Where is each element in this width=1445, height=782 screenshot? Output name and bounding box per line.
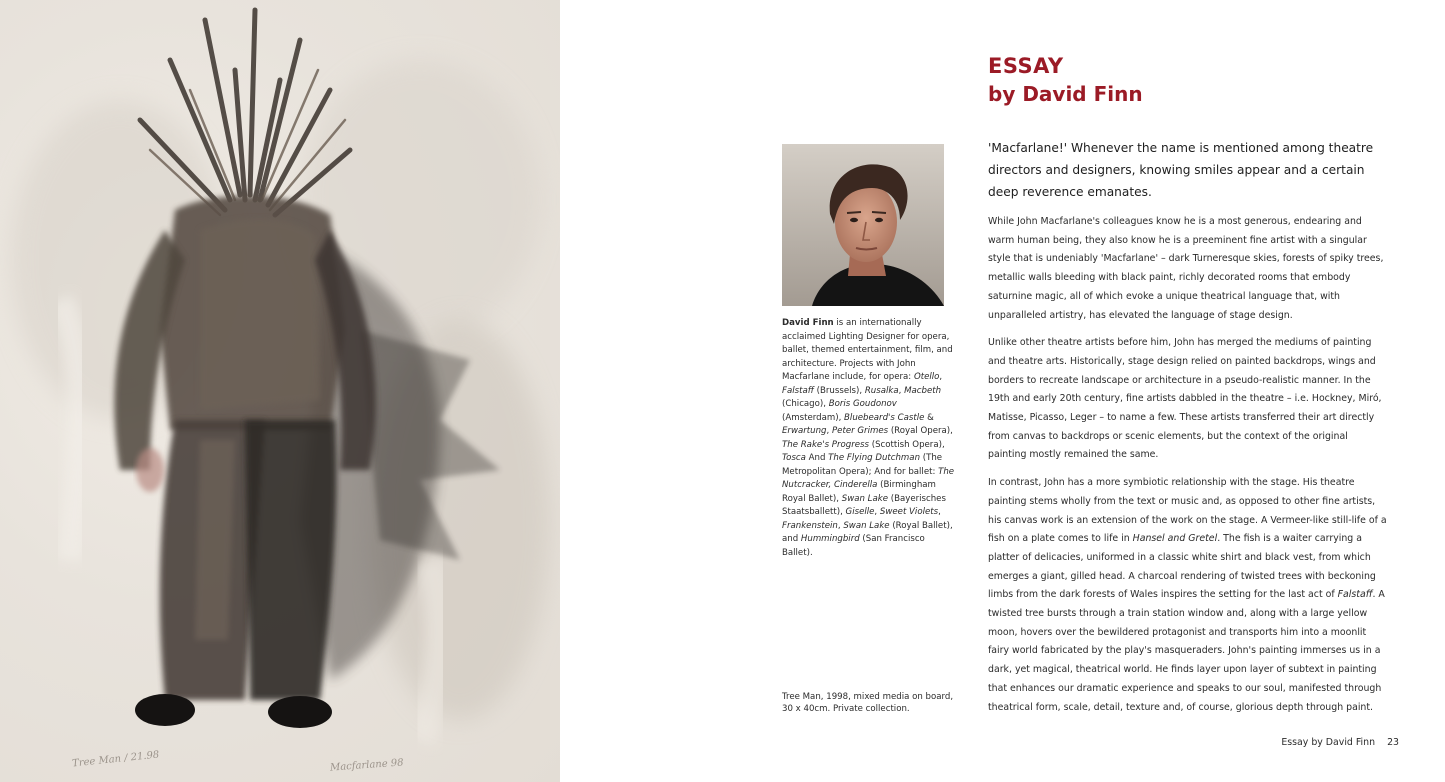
bio-text: (San Francisco Ballet). bbox=[782, 534, 925, 558]
work-title-hansel-and-gretel: Hansel and Gretel bbox=[1132, 533, 1218, 545]
bio-text: (Chicago), bbox=[782, 399, 829, 409]
bio-text: And bbox=[805, 453, 829, 463]
bio-work-title: The Rake's Progress bbox=[782, 439, 869, 450]
bio-work-title: Sweet Violets bbox=[879, 507, 939, 517]
author-portrait-photo bbox=[782, 144, 944, 306]
page-footer bbox=[1281, 737, 1399, 748]
bio-work-title: Giselle bbox=[845, 507, 875, 517]
bio-work-title: Erwartung bbox=[782, 426, 827, 436]
bio-text: is an internationally acclaimed Lighting Designer for opera, ballet, themed entertainment, film, and architecture. Projects with John Macfarlane include, for opera: bbox=[782, 318, 953, 382]
bio-work-title: Bluebeard's Castle bbox=[844, 412, 925, 423]
bio-separator: , bbox=[938, 507, 941, 517]
bio-work-title: The Nutcracker, Cinderella bbox=[782, 466, 955, 490]
bio-work-title: Otello bbox=[913, 372, 940, 382]
bio-separator: , bbox=[898, 385, 905, 396]
bio-work-title: Frankenstein bbox=[782, 520, 838, 531]
bio-text: (Birmingham Royal Ballet), bbox=[782, 480, 936, 504]
bio-work-title: Boris Goudonov bbox=[828, 399, 897, 409]
bio-work-title: Tosca bbox=[782, 453, 806, 463]
bio-text: (Royal Opera), bbox=[888, 426, 953, 436]
bio-separator: , bbox=[826, 426, 832, 436]
bio-work-title: Swan Lake bbox=[843, 520, 890, 531]
bio-work-title: Macbeth bbox=[904, 385, 942, 396]
bio-work-title: The Flying Dutchman bbox=[828, 453, 921, 463]
artist-signature-left: Tree Man / 21.98 bbox=[71, 749, 160, 770]
bio-text: (The Metropolitan Opera); And for ballet: bbox=[782, 453, 943, 477]
bio-separator: , bbox=[874, 507, 880, 517]
bio-separator: , bbox=[837, 520, 844, 531]
essay-paragraph-3 bbox=[988, 474, 1388, 717]
bio-work-title: Hummingbird bbox=[800, 534, 860, 544]
painting-tree-man bbox=[0, 0, 560, 782]
work-title-falstaff: Falstaff bbox=[1337, 589, 1373, 601]
bio-text: (Royal Ballet), and bbox=[782, 520, 953, 544]
essay-byline: by David Finn bbox=[988, 82, 1143, 106]
bio-text: (Scottish Opera), bbox=[869, 439, 945, 450]
essay-lead-paragraph: 'Macfarlane!' Whenever the name is mentioned among theatre directors and designers, knowing smiles appear and a certain deep reverence emanates. bbox=[988, 141, 1374, 199]
bio-separator: , bbox=[939, 372, 943, 382]
painting-artwork bbox=[0, 0, 560, 782]
bio-text: (Bayerisches Staatsballett), bbox=[782, 493, 946, 517]
paragraph-text: . A twisted tree bursts through a train station window and, along with a large yellow moon, hovers over the bewildered protagonist and transports him into a moonlit fairy world fabricated by the play's masqueraders. John's painting immerses us in a dark, yet magical, theatrical world. He finds layer upon layer of subtext in painting that enhances our dramatic experience and speaks to our soul, manifested through theatrical form, scale, detail, texture and, of course, glorious depth through paint. bbox=[988, 589, 1385, 713]
artist-signature-right: Macfarlane 98 bbox=[329, 757, 404, 774]
page-number: 23 bbox=[1387, 737, 1399, 748]
essay-paragraph-1: While John Macfarlane's colleagues know he is a most generous, endearing and warm human being, they also know he is a preeminent fine artist with a singular style that is undeniably 'Macfarlane' – dark Turneresque skies, forests of spiky trees, metallic walls bleeding with black paint, richly decorated rooms that embody saturnine magic, all of which evoke a unique theatrical language that, with unparalleled artistry, has elevated the language of stage design. bbox=[988, 216, 1384, 321]
bio-name: David Finn bbox=[782, 318, 834, 328]
paragraph-text: . The fish is a waiter carrying a platter of delicacies, uniformed in a classic white shirt and black vest, from which emerges a giant, gilled head. A charcoal rendering of twisted trees with beckoning limbs from the dark forests of Wales inspires the setting for the last act of bbox=[988, 533, 1376, 601]
bio-work-title: Peter Grimes bbox=[831, 426, 889, 436]
painting-caption: Tree Man, 1998, mixed media on board, 30 x 40cm. Private collection. bbox=[782, 692, 954, 714]
bio-work-title: Falstaff bbox=[782, 385, 814, 396]
essay-heading: ESSAY bbox=[988, 54, 1064, 78]
essay-paragraph-2: Unlike other theatre artists before him, John has merged the mediums of painting and theatre arts. Historically, stage design relied on painted backdrops, wings and borders to recreate landscape or architecture in a pseudo-realistic manner. In the 19th and early 20th century, fine artists dabbled in the theatre – i.e. Hockney, Miró, Matisse, Picasso, Leger – to name a few. These artists transferred their art directly from canvas to backdrops or scenic elements, but the context of the original painting mostly remained the same. bbox=[988, 337, 1382, 461]
author-bio bbox=[782, 317, 958, 560]
bio-work-title: Rusalka bbox=[864, 385, 899, 396]
essay-body bbox=[988, 213, 1388, 726]
bio-text: (Brussels), bbox=[813, 385, 865, 396]
paragraph-text: In contrast, John has a more symbiotic relationship with the stage. His theatre painting stems wholly from the text or music and, as opposed to other fine artists, his canvas work is an extension of the work on the stage. A Vermeer-like still-life of a fish on a plate comes to life in bbox=[988, 477, 1387, 545]
running-footer-title: Essay by David Finn bbox=[1281, 737, 1376, 748]
bio-text: (Amsterdam), bbox=[782, 412, 845, 423]
bio-work-title: Swan Lake bbox=[841, 493, 888, 504]
author-portrait-illustration bbox=[782, 144, 944, 306]
bio-text: & bbox=[924, 412, 934, 423]
